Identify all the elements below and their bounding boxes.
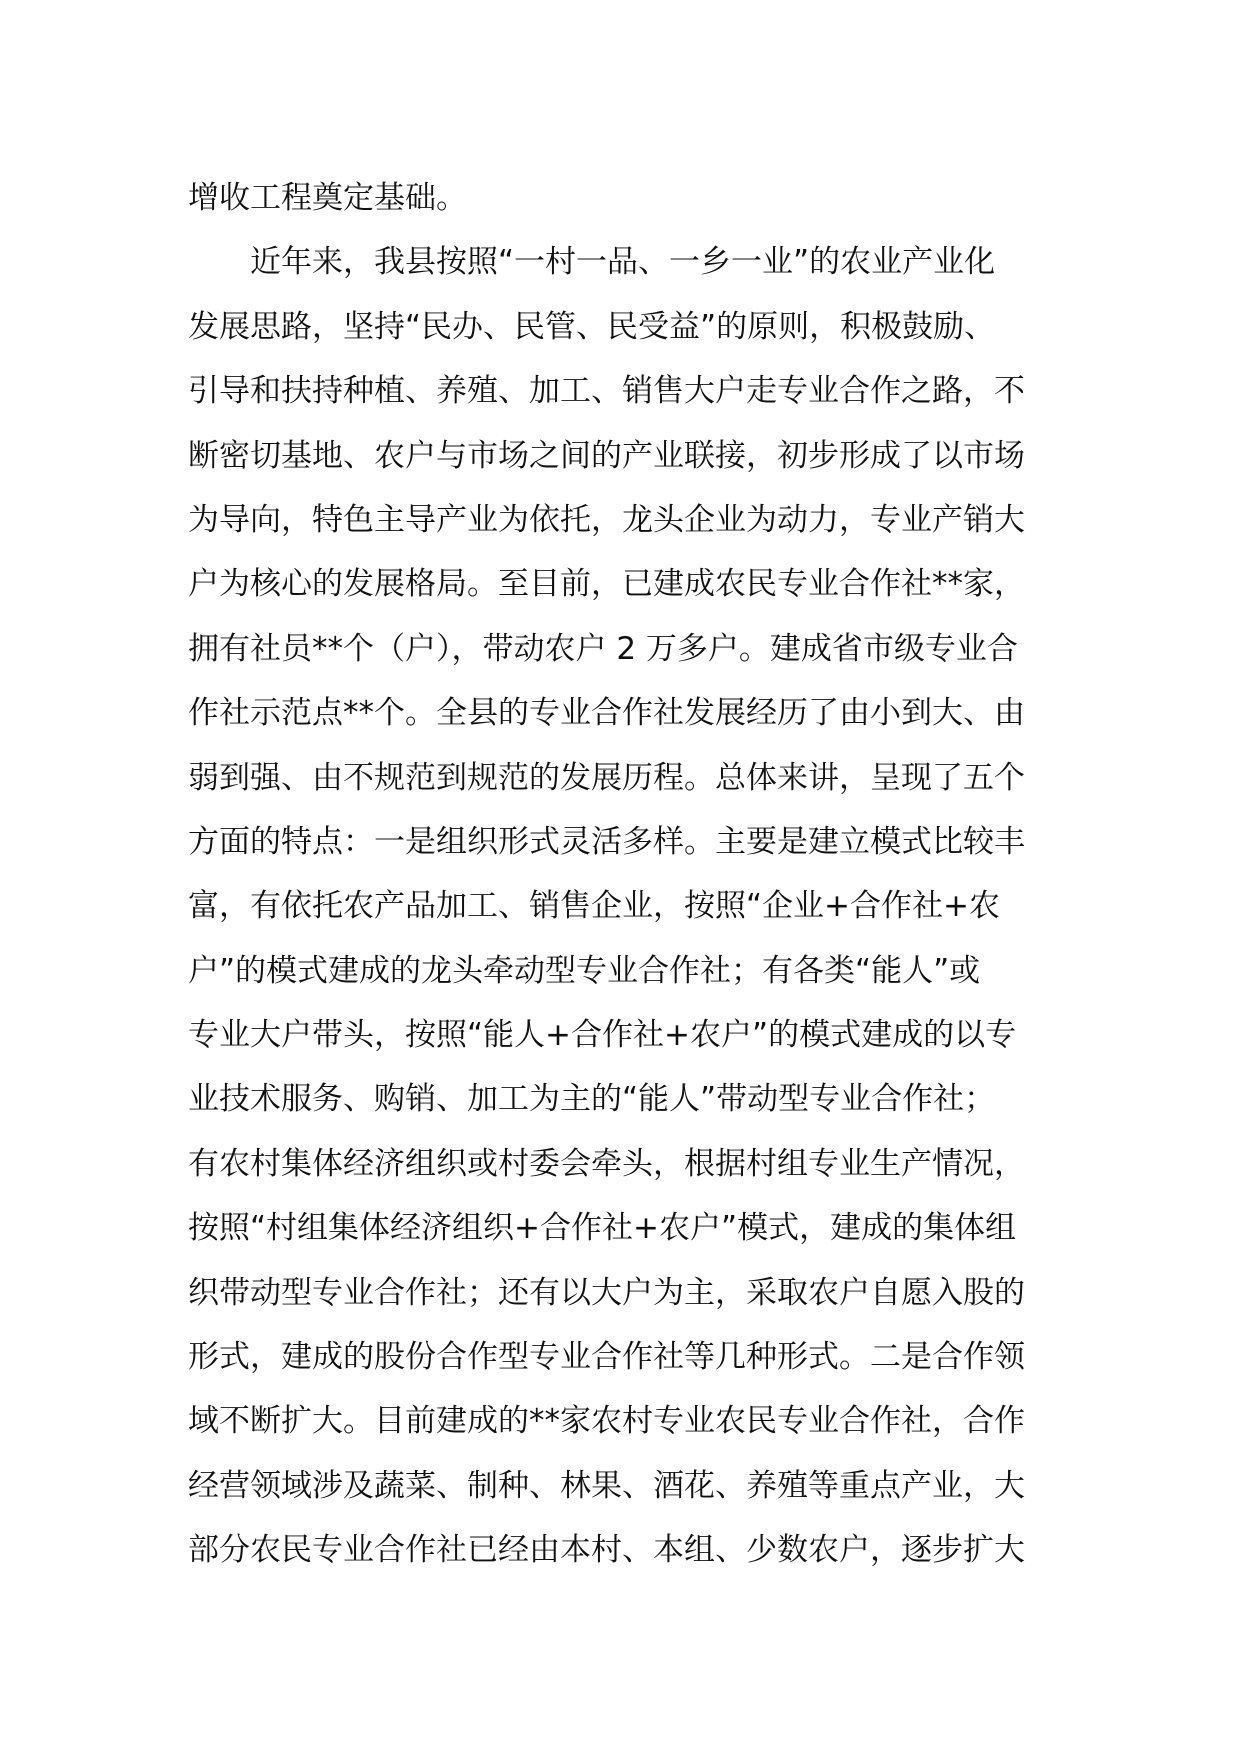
text-line: 引导和扶持种植、养殖、加工、销售大户走专业合作之路，不 (188, 373, 1025, 410)
text-line: 经营领域涉及蔬菜、制种、林果、酒花、养殖等重点产业，大 (188, 1467, 1025, 1504)
text-line: 部分农民专业合作社已经由本村、本组、少数农户，逐步扩大 (188, 1532, 1025, 1569)
text-line: 户”的模式建成的龙头牵动型专业合作社；有各类“能人”或 (188, 952, 981, 989)
text-line: 形式，建成的股份合作型专业合作社等几种形式。二是合作领 (188, 1339, 1025, 1376)
text-line: 有农村集体经济组织或村委会牵头，根据村组专业生产情况， (188, 1145, 1025, 1182)
text-line: 富，有依托农产品加工、销售企业，按照“企业+合作社+农 (188, 888, 1001, 925)
text-line: 断密切基地、农户与市场之间的产业联接，初步形成了以市场 (188, 437, 1025, 474)
text-line: 专业大户带头，按照“能人+合作社+农户”的模式建成的以专 (188, 1017, 1017, 1054)
text-line: 作社示范点**个。全县的专业合作社发展经历了由小到大、由 (188, 695, 1025, 732)
text-line: 织带动型专业合作社；还有以大户为主，采取农户自愿入股的 (188, 1274, 1025, 1311)
text-line: 按照“村组集体经济组织+合作社+农户”模式，建成的集体组 (188, 1210, 1017, 1247)
text-line: 户为核心的发展格局。至目前，已建成农民专业合作社**家， (188, 566, 1025, 603)
text-line: 发展思路，坚持“民办、民管、民受益”的原则，积极鼓励、 (188, 308, 996, 345)
text-line: 为导向，特色主导产业为依托，龙头企业为动力，专业产销大 (188, 501, 1025, 538)
text-line: 弱到强、由不规范到规范的发展历程。总体来讲，呈现了五个 (188, 759, 1025, 796)
text-line: 增收工程奠定基础。 (188, 180, 467, 216)
text-line: 域不断扩大。目前建成的**家农村专业农民专业合作社，合作 (188, 1403, 1025, 1440)
text-line: 方面的特点：一是组织形式灵活多样。主要是建立模式比较丰 (188, 823, 1025, 860)
text-line: 拥有社员**个（户），带动农户 2 万多户。建成省市级专业合 (188, 630, 1018, 667)
text-line: 业技术服务、购销、加工为主的“能人”带动型专业合作社； (188, 1081, 996, 1118)
body-text (188, 166, 1058, 1583)
text-line: 近年来，我县按照“一村一品、一乡一业”的农业产业化 (188, 244, 996, 281)
